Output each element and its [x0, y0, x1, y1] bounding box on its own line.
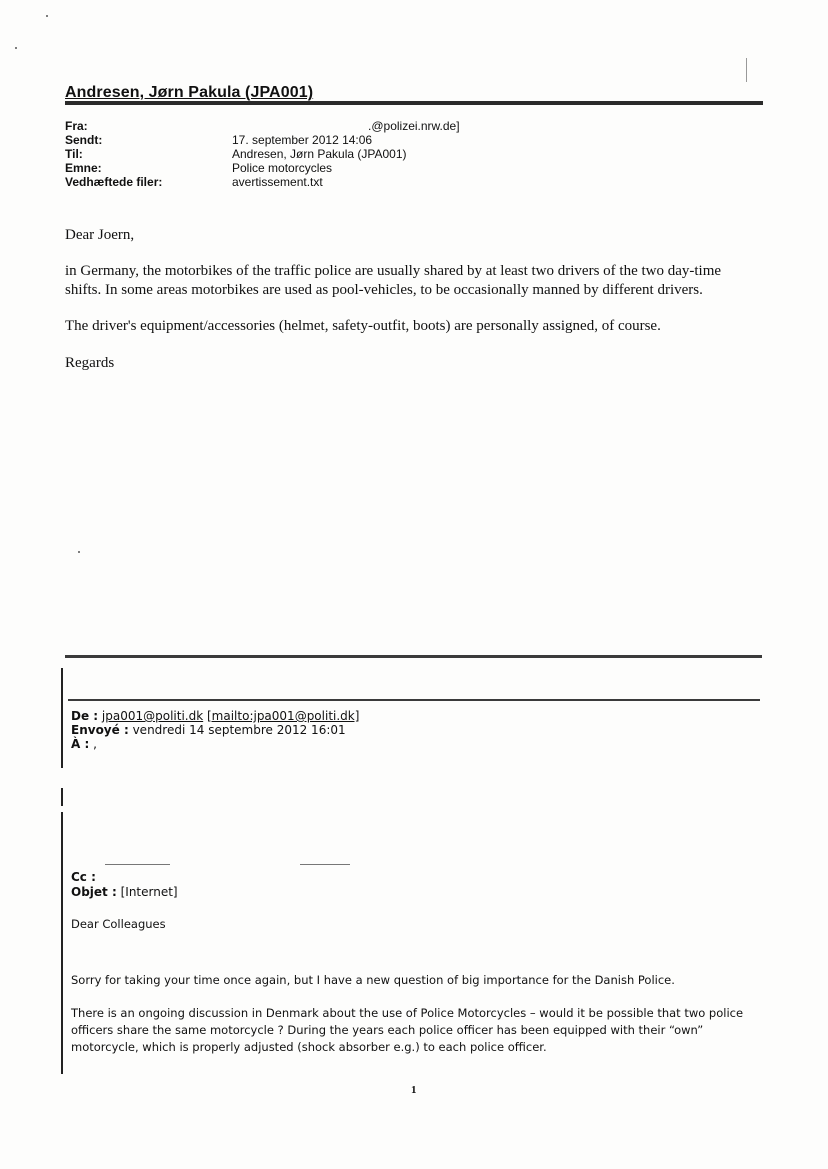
page-number: 1: [411, 1084, 417, 1096]
quote-bar-mark: [61, 788, 63, 806]
original-from: [71, 709, 359, 723]
original-header-rule: [68, 699, 760, 701]
to-label: Til:: [65, 147, 83, 161]
scan-speck: [15, 47, 17, 49]
sender-name: Andresen, Jørn Pakula (JPA001): [65, 84, 314, 101]
original-from-email[interactable]: jpa001@politi.dk: [101, 709, 204, 723]
original-from-label: De :: [71, 709, 99, 723]
original-sent-label: Envoyé :: [71, 723, 129, 737]
sent-value: 17. september 2012 14:06: [232, 133, 373, 147]
subject-value: Police motorcycles: [232, 161, 333, 175]
original-subject: [71, 885, 178, 899]
original-cc: [71, 870, 96, 884]
scan-mark: [746, 58, 747, 82]
attachments-label: Vedhæftede filer:: [65, 175, 163, 189]
reply-greeting: Dear Joern,: [65, 227, 135, 243]
original-to-label: À :: [71, 737, 90, 751]
attachments-value: avertissement.txt: [232, 175, 323, 189]
quote-bar-bottom: [61, 812, 63, 1074]
original-subject-label: Objet :: [71, 885, 117, 899]
sent-label: Sendt:: [65, 133, 103, 147]
section-divider: [65, 655, 762, 658]
to-value: Andresen, Jørn Pakula (JPA001): [232, 147, 407, 161]
redaction-line-1: [105, 864, 170, 865]
original-to: [71, 737, 97, 751]
subject-label: Emne:: [65, 161, 102, 175]
original-to-value: ,: [93, 737, 97, 751]
original-sent: [71, 723, 346, 737]
original-paragraph-2: There is an ongoing discussion in Denmark about the use of Police Motorcycles – would it be possible that two police officers share the same motorcycle ? During the years each police officer has been equipped with their “own” motorcycle, which is properly adjusted (shock absorber e.g.) to each police officer.: [71, 1006, 744, 1054]
original-from-mailto[interactable]: [mailto:jpa001@politi.dk]: [207, 709, 360, 723]
from-label: Fra:: [65, 119, 88, 133]
reply-closing: Regards: [65, 355, 115, 371]
quote-bar-top: [61, 668, 63, 768]
reply-paragraph-1: in Germany, the motorbikes of the traffic police are usually shared by at least two drivers of the two day-time shifts. In some areas motorbikes are used as pool-vehicles, to be occasionally manned by different drivers.: [65, 263, 722, 298]
reply-paragraph-2: The driver's equipment/accessories (helmet, safety-outfit, boots) are personally assigned, of course.: [65, 318, 661, 334]
scan-speck: [78, 551, 80, 553]
redaction-line-2: [300, 864, 350, 865]
title-rule: [65, 101, 763, 105]
from-value: .@polizei.nrw.de]: [368, 119, 460, 133]
original-subject-value: [Internet]: [120, 885, 178, 899]
original-greeting: Dear Colleagues: [71, 917, 166, 931]
scan-speck: [46, 15, 48, 17]
original-sent-value: vendredi 14 septembre 2012 16:01: [132, 723, 346, 737]
original-paragraph-1: Sorry for taking your time once again, but I have a new question of big importance for the Danish Police.: [71, 973, 675, 987]
original-cc-label: Cc :: [71, 870, 96, 884]
